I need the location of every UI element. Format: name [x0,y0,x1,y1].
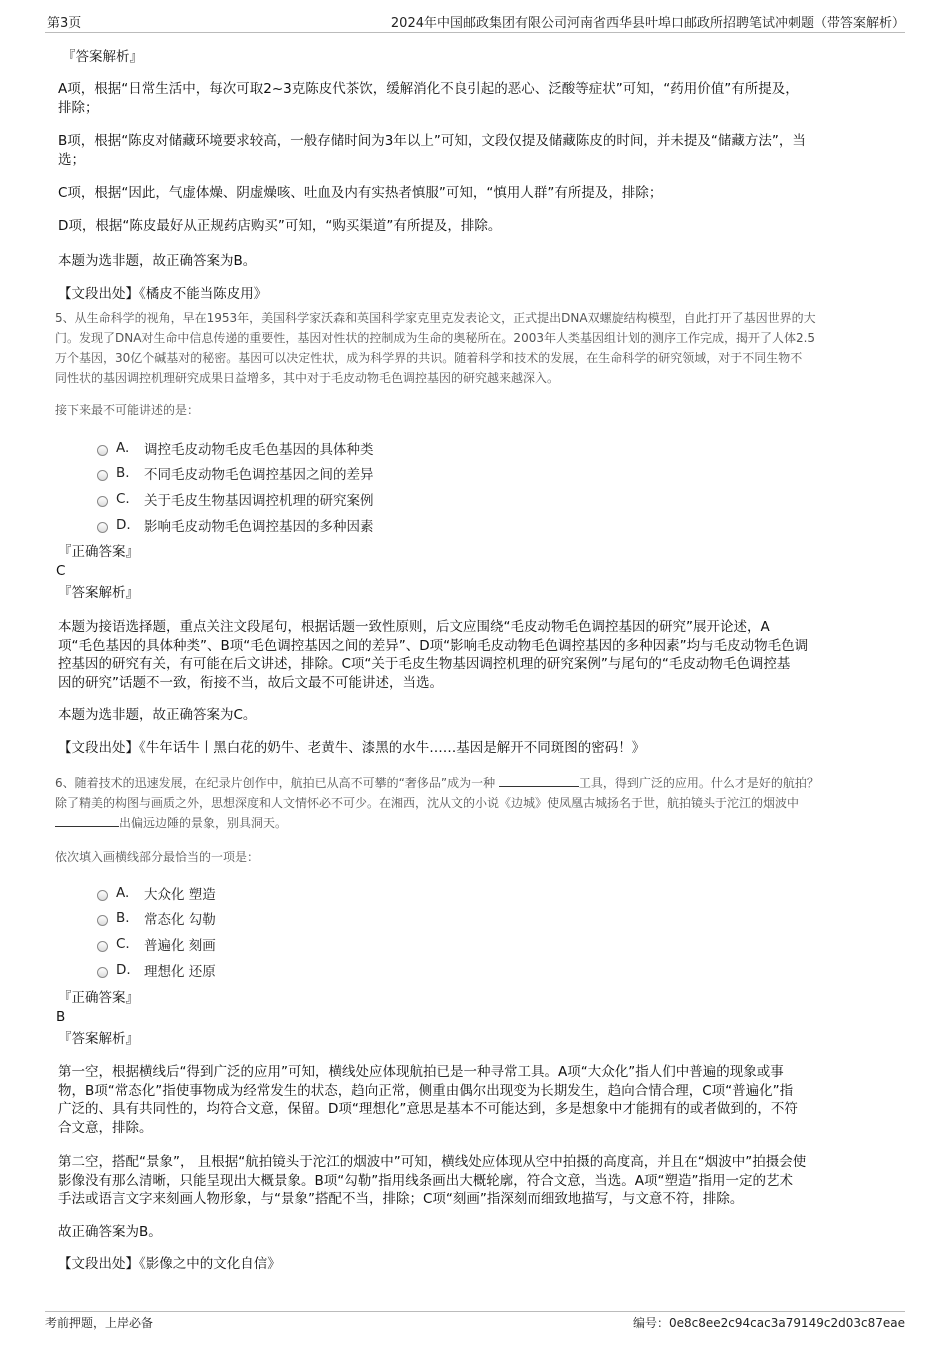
radio-icon[interactable] [97,470,108,481]
radio-icon[interactable] [97,967,108,978]
question-stem: 6、随着技术的迅速发展，在纪录片创作中，航拍已从高不可攀的“奢侈品”成为一种 工具，得到广泛的应用。什么才是好的航拍？ 除了精美的构图与画质之外，思想深度和人文情怀必不可少。在湘西，沈从文的小说《边城》使凤凰古城扬名于世，航拍镜头于沱江的烟波中 出偏远边陲的景象，别具洞天。 [55,776,819,830]
source: 【文段出处】《影像之中的文化自信》 [58,1256,281,1272]
correct-answer-label: 『正确答案』 [58,544,139,560]
question-stem: 5、从生命科学的视角，早在1953年，美国科学家沃森和英国科学家克里克发表论文，正式提出DNA双螺旋结构模型，自此打开了基因世界的大 门。发现了DNA对生命中信息传递的重要性，基因对性状的控制成为生命的奥秘所在。2003年人类基因组计划的测序工作完成，揭开了人体2.5 万个基因，30亿个碱基对的秘密。基因可以决定性状，成为科学界的共识。随着科学和技术的发展，在生命科学的研究领域，对于不同生物不 同性状的基因调控机理研究成果日益增多，其中对于毛皮动物毛色调控基因的研究越来越深入。 [55,311,816,385]
option-b[interactable]: B. 不同毛皮动物毛色调控基因之间的差异 [97,463,374,483]
correct-answer-label: 『正确答案』 [58,990,139,1006]
option-d[interactable]: D. 影响毛皮动物毛色调控基因的多种因素 [97,515,374,535]
analysis-label: 『答案解析』 [62,49,143,65]
option-c[interactable]: C. 关于毛皮生物基因调控机理的研究案例 [97,489,374,509]
option-b[interactable]: B. 常态化 勾勒 [97,908,216,928]
conclusion: 本题为选非题，故正确答案为C。 [58,707,257,723]
blank-2 [55,826,119,827]
footer-slogan: 考前押题，上岸必备 [45,1316,154,1330]
option-d[interactable]: D. 理想化 还原 [97,960,216,980]
question-prompt: 依次填入画横线部分最恰当的一项是： [55,850,260,864]
document-id: 编号：0e8c8ee2c94cac3a79149c2d03c87eae [633,1316,905,1330]
option-a[interactable]: A. 大众化 塑造 [97,883,216,903]
analysis-para: D项，根据“陈皮最好从正规药店购买”可知，“购买渠道”有所提及，排除。 [58,218,502,234]
conclusion: 本题为选非题，故正确答案为B。 [58,253,257,269]
analysis-label: 『答案解析』 [58,585,139,601]
correct-answer: C [56,563,66,579]
option-c[interactable]: C. 普遍化 刻画 [97,934,216,954]
analysis-para: A项，根据“日常生活中，每次可取2~3克陈皮代茶饮，缓解消化不良引起的恶心、泛酸等症状”可知，“药用价值”有所提及， 排除； [58,81,799,116]
radio-icon[interactable] [97,522,108,533]
correct-answer: B [56,1009,66,1025]
conclusion: 故正确答案为B。 [58,1224,162,1240]
header-divider [45,32,905,33]
source: 【文段出处】《橘皮不能当陈皮用》 [58,286,268,302]
radio-icon[interactable] [97,445,108,456]
page-number: 第3页 [47,16,82,31]
analysis-para: 本题为接语选择题，重点关注文段尾句，根据话题一致性原则，后文应围绕“毛皮动物毛色调控基因的研究”展开论述，A 项“毛色基因的具体种类”、B项“毛色调控基因之间的差异”、D项“影响毛皮动物毛色调控基因的多种因素”均与毛皮动物毛色调 控基因的研究有关，有可能在后文讲述，排除。C项“关于毛皮生物基因调控机理的研究案例”与尾句的“毛皮动物毛色调控基 因的研究”话题不一致，衔接不当，故后文最不可能讲述，当选。 [58,619,809,691]
analysis-para: 第二空，搭配“景象”， 且根据“航拍镜头于沱江的烟波中”可知，横线处应体现从空中拍摄的高度高，并且在“烟波中”拍摄会使 影像没有那么清晰，只能呈现出大概景象。B项“勾勒”指用线条画出大概轮廓，符合文意，当选。A项“塑造”指用一定的艺术 手法或语言文字来刻画人物形象，与“景象”搭配不当，排除；C项“刻画”指深刻而细致地描写，与文意不符，排除。 [58,1154,807,1207]
analysis-para: B项，根据“陈皮对储藏环境要求较高，一般存储时间为3年以上”可知，文段仅提及储藏陈皮的时间，并未提及“储藏方法”，当 选； [58,133,806,168]
blank-1 [499,786,579,787]
document-title: 2024年中国邮政集团有限公司河南省西华县叶埠口邮政所招聘笔试冲刺题（带答案解析） [390,16,905,31]
radio-icon[interactable] [97,496,108,507]
radio-icon[interactable] [97,941,108,952]
analysis-label: 『答案解析』 [58,1031,139,1047]
footer-divider [45,1311,905,1312]
analysis-para: C项，根据“因此，气虚体燥、阴虚燥咳、吐血及内有实热者慎服”可知，“慎用人群”有所提及，排除； [58,185,663,201]
analysis-para: 第一空，根据横线后“得到广泛的应用”可知，横线处应体现航拍已是一种寻常工具。A项“大众化”指人们中普遍的现象或事 物，B项“常态化”指使事物成为经常发生的状态，趋向正常，侧重由偶尔出现变为长期发生，趋向合情合理，C项“普遍化”指 广泛的、具有共同性的，均符合文意，保留。D项“理想化”意思是基本不可能达到，多是想象中才能拥有的或者做到的，不符 合文意，排除。 [58,1064,798,1136]
radio-icon[interactable] [97,890,108,901]
option-a[interactable]: A. 调控毛皮动物毛皮毛色基因的具体种类 [97,438,374,458]
radio-icon[interactable] [97,915,108,926]
question-prompt: 接下来最不可能讲述的是： [55,403,200,417]
source: 【文段出处】《牛年话牛丨黑白花的奶牛、老黄牛、漆黑的水牛……基因是解开不同斑图的密码！》 [58,740,646,756]
